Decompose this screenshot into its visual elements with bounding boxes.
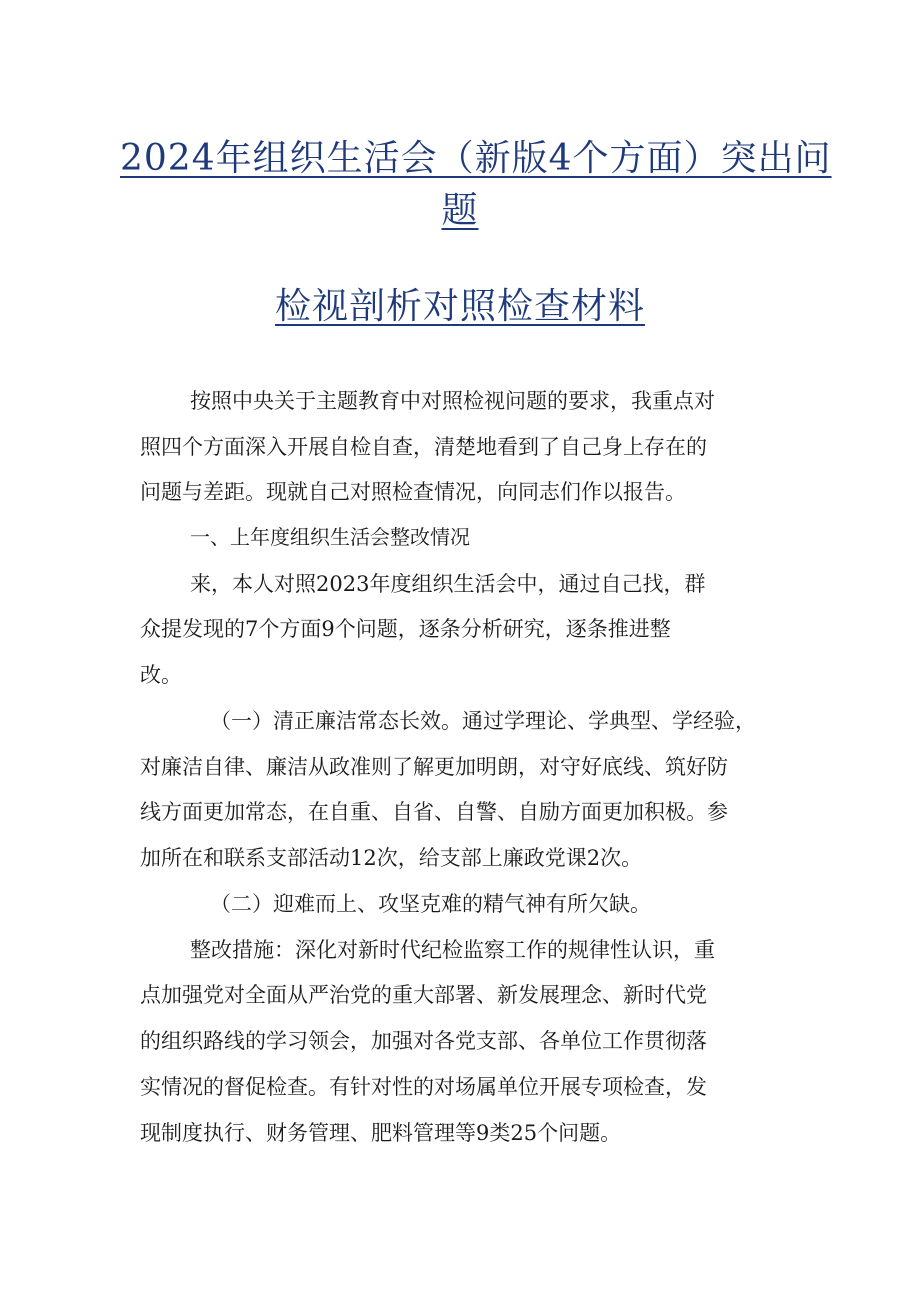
intro-line-2: 照四个方面深入开展自检自查，清楚地看到了自己身上存在的: [140, 435, 707, 459]
document-title-line-3: 检视剖析对照检查材料: [274, 286, 645, 327]
item-1-line-1: （一）清正廉洁常态长效。通过学理论、学典型、学经验，: [210, 709, 756, 733]
intro-line-1: 按照中央关于主题教育中对照检视问题的要求，我重点对: [190, 389, 715, 413]
intro-line-3: 问题与差距。现就自己对照检查情况，向同志们作以报告。: [140, 480, 686, 504]
section-1-para-line-2: 众提发现的7个方面9个问题，逐条分析研究，逐条推进整: [140, 617, 671, 641]
item-2-measures-line-3: 的组织路线的学习领会，加强对各党支部、各单位工作贯彻落: [140, 1029, 707, 1053]
item-2-measures-line-4: 实情况的督促检查。有针对性的对场属单位开展专项检查，发: [140, 1075, 707, 1099]
document-title-line-2: 题: [441, 190, 479, 231]
item-1-line-4: 加所在和联系支部活动12次，给支部上廉政党课2次。: [140, 846, 643, 870]
item-2-measures-line-1: 整改措施：深化对新时代纪检监察工作的规律性认识，重: [190, 938, 715, 962]
item-2-heading: （二）迎难而上、攻坚克难的精气神有所欠缺。: [210, 892, 651, 916]
section-1-para-line-1: 来，本人对照2023年度组织生活会中，通过自己找，群: [190, 572, 706, 596]
item-2-measures-line-2: 点加强党对全面从严治党的重大部署、新发展理念、新时代党: [140, 983, 707, 1007]
section-1-para-line-3: 改。: [140, 663, 182, 687]
item-1-line-2: 对廉洁自律、廉洁从政准则了解更加明朗，对守好底线、筑好防: [140, 755, 728, 779]
item-1-line-3: 线方面更加常态，在自重、自省、自警、自励方面更加积极。参: [140, 800, 728, 824]
document-title-line-1: 2024年组织生活会（新版4个方面）突出问: [120, 138, 832, 179]
item-2-measures-line-5: 现制度执行、财务管理、肥料管理等9类25个问题。: [140, 1121, 622, 1145]
section-1-heading: 一、上年度组织生活会整改情况: [190, 525, 470, 549]
